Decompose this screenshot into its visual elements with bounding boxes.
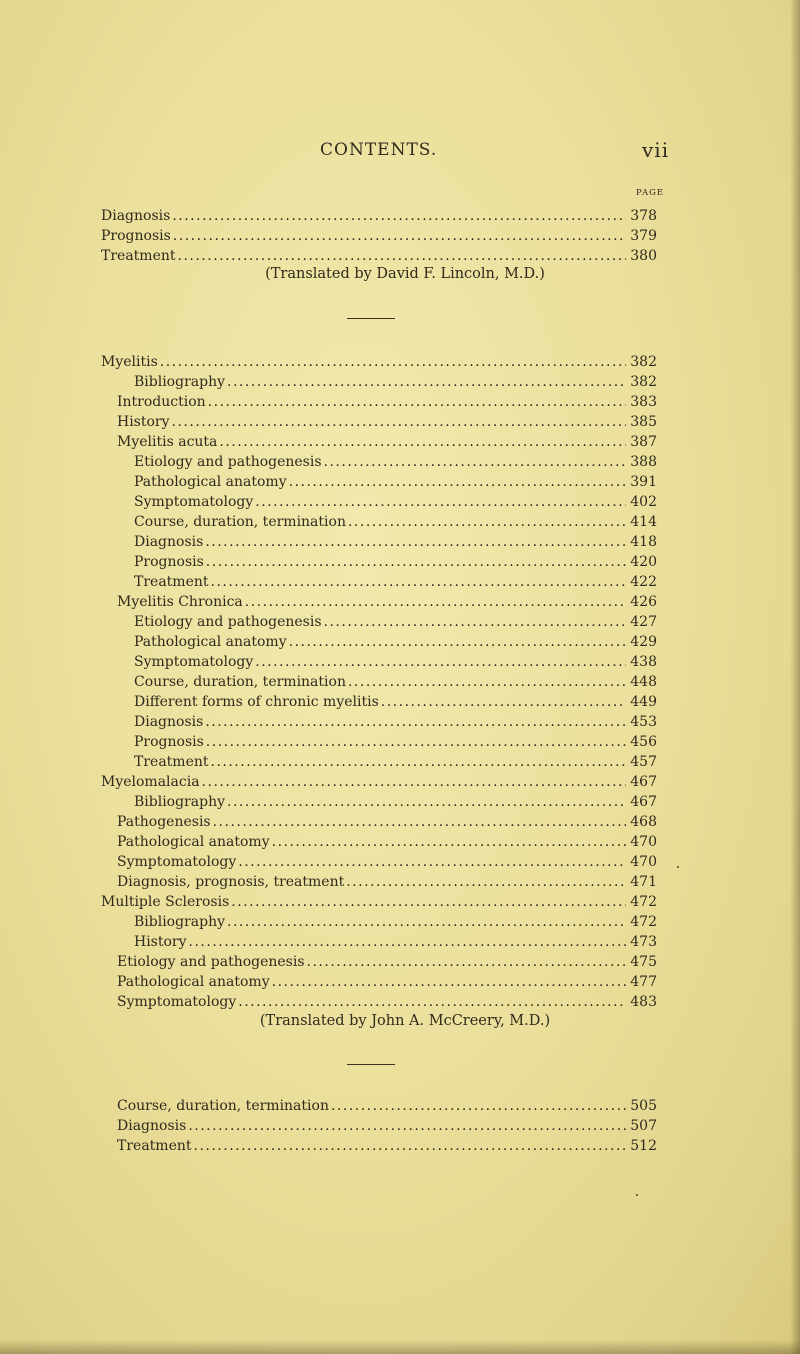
dot-leader xyxy=(238,852,626,872)
toc-entry-label: Pathogenesis xyxy=(117,814,211,830)
toc-entry-label: History xyxy=(117,414,170,430)
dot-leader xyxy=(202,772,626,792)
toc-entry xyxy=(101,892,657,912)
translator-credit: (Translated by John A. McCreery, M.D.) xyxy=(259,1013,551,1029)
toc-entry-page: 429 xyxy=(630,634,657,650)
translator-credit: (Translated by David F. Lincoln, M.D.) xyxy=(265,266,545,282)
toc-entry-page: 449 xyxy=(630,694,657,710)
toc-entry-page: 456 xyxy=(630,734,657,750)
dot-leader xyxy=(178,246,627,266)
toc-entry-label: History xyxy=(134,934,187,950)
toc-entry xyxy=(134,712,657,732)
toc-entry xyxy=(134,732,657,752)
toc-entry-page: 457 xyxy=(630,754,657,770)
dot-leader xyxy=(245,592,626,612)
toc-entry-page: 472 xyxy=(630,894,657,910)
page-column-label: PAGE xyxy=(636,188,665,198)
toc-entry-page: 448 xyxy=(630,674,657,690)
toc-entry-label: Different forms of chronic myelitis xyxy=(134,694,379,710)
toc-entry-label: Treatment xyxy=(101,248,176,264)
running-head-title: CONTENTS. xyxy=(320,140,438,160)
toc-entry-label: Symptomatology xyxy=(117,854,237,870)
toc-entry-page: 470 xyxy=(630,854,657,870)
toc-entry-label: Symptomatology xyxy=(134,494,254,510)
toc-entry xyxy=(134,672,657,692)
toc-entry-label: Diagnosis xyxy=(101,208,171,224)
toc-entry xyxy=(117,1116,657,1136)
toc-entry-page: 382 xyxy=(630,354,657,370)
toc-entry-page: 473 xyxy=(630,934,657,950)
dot-leader xyxy=(172,412,626,432)
toc-entry xyxy=(134,932,657,952)
toc-entry-page: 468 xyxy=(630,814,657,830)
page-edge-shadow xyxy=(790,0,800,1354)
toc-entry-label: Bibliography xyxy=(134,374,225,390)
dot-leader xyxy=(272,832,626,852)
toc-entry xyxy=(101,772,657,792)
toc-entry xyxy=(134,792,657,812)
dot-leader xyxy=(348,512,626,532)
toc-entry-label: Myelitis Chronica xyxy=(117,594,243,610)
toc-entry-page: 483 xyxy=(630,994,657,1010)
dot-leader xyxy=(194,1136,627,1156)
toc-entry-label: Pathological anatomy xyxy=(134,474,287,490)
dot-leader xyxy=(255,492,626,512)
dot-leader xyxy=(307,952,626,972)
toc-entry-page: 380 xyxy=(630,248,657,264)
toc-entry-label: Myelitis xyxy=(101,354,158,370)
dot-leader xyxy=(331,1096,626,1116)
dot-leader xyxy=(324,612,626,632)
toc-entry-label: Symptomatology xyxy=(134,654,254,670)
toc-entry-label: Bibliography xyxy=(134,914,225,930)
toc-entry-label: Prognosis xyxy=(134,734,204,750)
toc-entry-page: 505 xyxy=(630,1098,657,1114)
dot-leader xyxy=(205,712,626,732)
toc-entry-label: Etiology and pathogenesis xyxy=(117,954,305,970)
toc-entry-page: 438 xyxy=(630,654,657,670)
toc-entry xyxy=(101,246,657,266)
dot-leader xyxy=(205,532,626,552)
toc-entry xyxy=(134,452,657,472)
toc-entry xyxy=(134,692,657,712)
toc-entry-label: Symptomatology xyxy=(117,994,237,1010)
toc-entry xyxy=(134,572,657,592)
toc-entry-page: 471 xyxy=(630,874,657,890)
toc-entry-label: Prognosis xyxy=(101,228,171,244)
toc-entry-label: Course, duration, termination xyxy=(134,674,346,690)
dot-leader xyxy=(188,1116,626,1136)
toc-entry-page: 420 xyxy=(630,554,657,570)
toc-entry-label: Etiology and pathogenesis xyxy=(134,454,322,470)
toc-entry xyxy=(117,852,657,872)
dot-leader xyxy=(227,372,626,392)
dot-leader xyxy=(346,872,626,892)
toc-entry-label: Pathological anatomy xyxy=(117,974,270,990)
toc-entry-page: 391 xyxy=(630,474,657,490)
toc-entry xyxy=(134,912,657,932)
toc-entry-label: Pathological anatomy xyxy=(134,634,287,650)
toc-entry-page: 402 xyxy=(630,494,657,510)
dot-leader xyxy=(189,932,626,952)
toc-entry xyxy=(134,472,657,492)
toc-entry-label: Course, duration, termination xyxy=(134,514,346,530)
toc-entry-label: Course, duration, termination xyxy=(117,1098,329,1114)
dot-leader xyxy=(227,912,626,932)
toc-entry-page: 477 xyxy=(630,974,657,990)
section-divider xyxy=(347,1064,395,1065)
toc-entry xyxy=(134,552,657,572)
dot-leader xyxy=(172,206,626,226)
toc-entry-page: 453 xyxy=(630,714,657,730)
toc-entry-page: 426 xyxy=(630,594,657,610)
toc-entry xyxy=(117,812,657,832)
toc-entry xyxy=(101,226,657,246)
toc-entry-page: 385 xyxy=(630,414,657,430)
dot-leader xyxy=(173,226,626,246)
toc-entry-label: Treatment xyxy=(134,574,209,590)
toc-entry-label: Diagnosis xyxy=(134,714,204,730)
dot-leader xyxy=(206,552,626,572)
toc-entry xyxy=(117,592,657,612)
toc-entry xyxy=(134,652,657,672)
toc-entry xyxy=(117,1136,657,1156)
toc-entry xyxy=(134,492,657,512)
toc-entry-page: 467 xyxy=(630,774,657,790)
toc-entry xyxy=(134,752,657,772)
toc-entry-page: 387 xyxy=(630,434,657,450)
dot-leader xyxy=(289,632,626,652)
toc-entry-page: 378 xyxy=(630,208,657,224)
toc-entry xyxy=(117,412,657,432)
dot-leader xyxy=(227,792,626,812)
toc-entry xyxy=(101,352,657,372)
toc-entry-label: Pathological anatomy xyxy=(117,834,270,850)
dot-leader xyxy=(238,992,626,1012)
toc-entry-page: 472 xyxy=(630,914,657,930)
toc-entry-page: 383 xyxy=(630,394,657,410)
dot-leader xyxy=(348,672,626,692)
dot-leader xyxy=(211,752,627,772)
toc-entry xyxy=(117,952,657,972)
toc-entry-label: Prognosis xyxy=(134,554,204,570)
dot-leader xyxy=(208,392,626,412)
dot-leader xyxy=(160,352,626,372)
toc-entry-page: 379 xyxy=(630,228,657,244)
toc-entry xyxy=(134,532,657,552)
toc-entry-label: Diagnosis xyxy=(117,1118,187,1134)
dot-leader xyxy=(206,732,626,752)
dot-leader xyxy=(272,972,626,992)
toc-entry xyxy=(117,872,657,892)
dot-leader xyxy=(324,452,626,472)
toc-entry-label: Bibliography xyxy=(134,794,225,810)
toc-entry-page: 512 xyxy=(630,1138,657,1154)
dot-leader xyxy=(213,812,626,832)
dot-leader xyxy=(381,692,626,712)
page-folio: vii xyxy=(642,138,670,162)
toc-entry xyxy=(134,512,657,532)
dot-leader xyxy=(211,572,627,592)
dot-leader xyxy=(231,892,626,912)
toc-entry xyxy=(134,612,657,632)
toc-entry-page: 427 xyxy=(630,614,657,630)
toc-entry-page: 507 xyxy=(630,1118,657,1134)
toc-entry-label: Diagnosis, prognosis, treatment xyxy=(117,874,345,890)
toc-entry xyxy=(134,372,657,392)
toc-entry-label: Myelomalacia xyxy=(101,774,200,790)
toc-entry-page: 382 xyxy=(630,374,657,390)
toc-entry-page: 422 xyxy=(630,574,657,590)
toc-entry-page: 475 xyxy=(630,954,657,970)
toc-entry-page: 470 xyxy=(630,834,657,850)
toc-entry xyxy=(134,632,657,652)
toc-entry-page: 467 xyxy=(630,794,657,810)
dot-leader xyxy=(289,472,626,492)
toc-entry-label: Myelitis acuta xyxy=(117,434,218,450)
section-divider xyxy=(347,318,395,319)
toc-entry xyxy=(117,832,657,852)
toc-entry-label: Treatment xyxy=(134,754,209,770)
toc-entry xyxy=(117,1096,657,1116)
dot-leader xyxy=(219,432,626,452)
page-edge-shadow xyxy=(0,1340,800,1354)
paper-speck xyxy=(636,1194,638,1196)
toc-entry xyxy=(117,392,657,412)
toc-entry xyxy=(117,972,657,992)
toc-entry-page: 388 xyxy=(630,454,657,470)
toc-entry-label: Etiology and pathogenesis xyxy=(134,614,322,630)
toc-entry-label: Multiple Sclerosis xyxy=(101,894,230,910)
toc-entry-label: Diagnosis xyxy=(134,534,204,550)
toc-entry xyxy=(117,432,657,452)
toc-entry-label: Treatment xyxy=(117,1138,192,1154)
dot-leader xyxy=(255,652,626,672)
toc-entry-page: 418 xyxy=(630,534,657,550)
toc-entry-page: 414 xyxy=(630,514,657,530)
toc-entry xyxy=(101,206,657,226)
toc-entry xyxy=(117,992,657,1012)
toc-entry-label: Introduction xyxy=(117,394,206,410)
paper-speck xyxy=(677,866,679,868)
